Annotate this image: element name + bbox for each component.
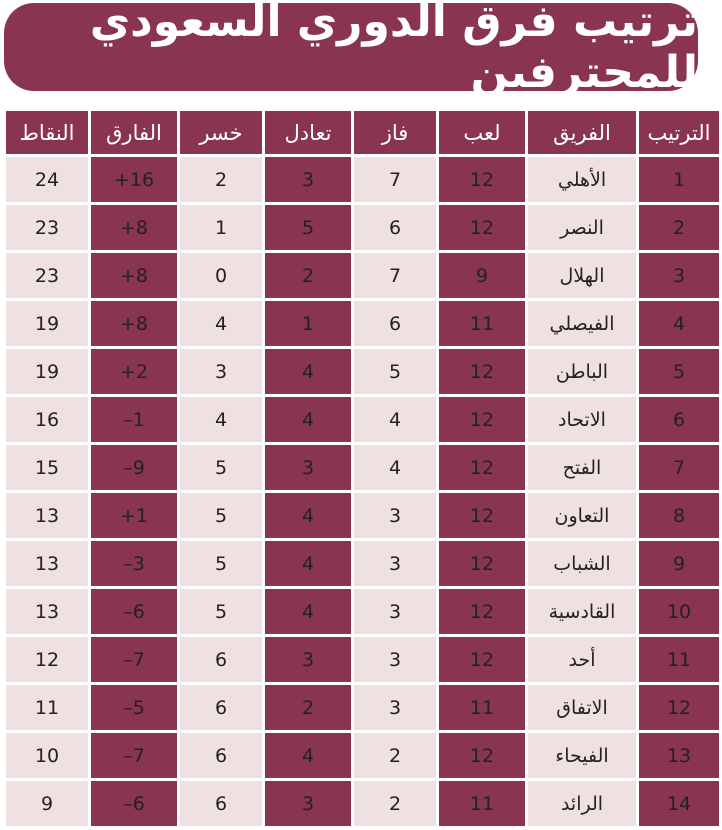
cell-diff: +16 [91, 157, 177, 202]
cell-rank: 4 [639, 301, 719, 346]
cell-draw: 3 [265, 781, 351, 826]
cell-draw: 1 [265, 301, 351, 346]
cell-won: 2 [354, 781, 436, 826]
table-row [6, 397, 719, 442]
header-lost: خسر [180, 111, 262, 154]
table-row [6, 733, 719, 778]
cell-lost: 6 [180, 637, 262, 682]
cell-won: 3 [354, 637, 436, 682]
cell-team: الاتحاد [528, 397, 636, 442]
cell-points: 23 [6, 253, 88, 298]
header-points: النقاط [6, 111, 88, 154]
cell-draw: 4 [265, 397, 351, 442]
table-row [6, 541, 719, 586]
cell-rank: 9 [639, 541, 719, 586]
header-played: لعب [439, 111, 525, 154]
cell-points: 12 [6, 637, 88, 682]
cell-points: 13 [6, 541, 88, 586]
cell-diff: +1 [91, 493, 177, 538]
cell-played: 11 [439, 781, 525, 826]
cell-lost: 3 [180, 349, 262, 394]
table-row [6, 445, 719, 490]
cell-draw: 3 [265, 157, 351, 202]
cell-diff: –3 [91, 541, 177, 586]
header-team: الفريق [528, 111, 636, 154]
cell-rank: 13 [639, 733, 719, 778]
cell-points: 13 [6, 589, 88, 634]
cell-diff: +2 [91, 349, 177, 394]
header-draw: تعادل [265, 111, 351, 154]
cell-won: 7 [354, 253, 436, 298]
cell-diff: –6 [91, 589, 177, 634]
cell-diff: –6 [91, 781, 177, 826]
cell-team: الفيحاء [528, 733, 636, 778]
cell-team: الشباب [528, 541, 636, 586]
header-rank: الترتيب [639, 111, 719, 154]
cell-played: 11 [439, 685, 525, 730]
cell-diff: +8 [91, 301, 177, 346]
cell-lost: 4 [180, 301, 262, 346]
header-diff: الفارق [91, 111, 177, 154]
cell-team: الباطن [528, 349, 636, 394]
cell-won: 6 [354, 205, 436, 250]
cell-team: الرائد [528, 781, 636, 826]
cell-rank: 2 [639, 205, 719, 250]
cell-won: 4 [354, 445, 436, 490]
cell-team: الفتح [528, 445, 636, 490]
cell-won: 6 [354, 301, 436, 346]
cell-team: الفيصلي [528, 301, 636, 346]
cell-draw: 4 [265, 733, 351, 778]
cell-played: 12 [439, 205, 525, 250]
cell-won: 4 [354, 397, 436, 442]
cell-played: 12 [439, 157, 525, 202]
cell-rank: 1 [639, 157, 719, 202]
cell-points: 9 [6, 781, 88, 826]
cell-points: 16 [6, 397, 88, 442]
cell-rank: 3 [639, 253, 719, 298]
cell-rank: 14 [639, 781, 719, 826]
cell-won: 5 [354, 349, 436, 394]
cell-rank: 8 [639, 493, 719, 538]
cell-lost: 0 [180, 253, 262, 298]
cell-played: 12 [439, 493, 525, 538]
cell-won: 3 [354, 541, 436, 586]
cell-won: 3 [354, 493, 436, 538]
cell-lost: 1 [180, 205, 262, 250]
cell-team: الاتفاق [528, 685, 636, 730]
table-row [6, 685, 719, 730]
cell-points: 24 [6, 157, 88, 202]
cell-played: 12 [439, 589, 525, 634]
cell-diff: +8 [91, 253, 177, 298]
cell-won: 7 [354, 157, 436, 202]
cell-team: القادسية [528, 589, 636, 634]
cell-draw: 4 [265, 589, 351, 634]
table-row [6, 493, 719, 538]
cell-played: 9 [439, 253, 525, 298]
cell-lost: 6 [180, 781, 262, 826]
cell-diff: –7 [91, 637, 177, 682]
cell-lost: 5 [180, 541, 262, 586]
cell-draw: 3 [265, 445, 351, 490]
standings-table [3, 108, 722, 829]
cell-points: 19 [6, 301, 88, 346]
cell-diff: –1 [91, 397, 177, 442]
cell-rank: 10 [639, 589, 719, 634]
cell-rank: 11 [639, 637, 719, 682]
table-row [6, 589, 719, 634]
cell-played: 12 [439, 637, 525, 682]
cell-lost: 5 [180, 445, 262, 490]
table-row [6, 781, 719, 826]
cell-played: 12 [439, 733, 525, 778]
cell-diff: –9 [91, 445, 177, 490]
cell-played: 12 [439, 349, 525, 394]
cell-draw: 2 [265, 685, 351, 730]
table-row [6, 157, 719, 202]
cell-rank: 5 [639, 349, 719, 394]
cell-won: 3 [354, 685, 436, 730]
cell-draw: 4 [265, 541, 351, 586]
cell-won: 2 [354, 733, 436, 778]
cell-team: الأهلي [528, 157, 636, 202]
cell-points: 23 [6, 205, 88, 250]
cell-team: أحد [528, 637, 636, 682]
cell-team: التعاون [528, 493, 636, 538]
cell-lost: 5 [180, 589, 262, 634]
table-row [6, 637, 719, 682]
page-title: ترتيب فرق الدوري السعودي للمحترفين [4, 3, 698, 91]
cell-played: 12 [439, 445, 525, 490]
cell-diff: –7 [91, 733, 177, 778]
cell-played: 11 [439, 301, 525, 346]
cell-diff: +8 [91, 205, 177, 250]
table-row [6, 205, 719, 250]
cell-lost: 6 [180, 733, 262, 778]
cell-played: 12 [439, 541, 525, 586]
cell-draw: 5 [265, 205, 351, 250]
cell-team: الهلال [528, 253, 636, 298]
cell-points: 11 [6, 685, 88, 730]
cell-lost: 2 [180, 157, 262, 202]
cell-rank: 12 [639, 685, 719, 730]
table-row [6, 253, 719, 298]
cell-points: 13 [6, 493, 88, 538]
cell-points: 10 [6, 733, 88, 778]
cell-lost: 5 [180, 493, 262, 538]
cell-points: 15 [6, 445, 88, 490]
cell-lost: 6 [180, 685, 262, 730]
cell-played: 12 [439, 397, 525, 442]
table-row [6, 301, 719, 346]
standings-body [6, 157, 719, 826]
table-header-row [6, 111, 719, 154]
cell-rank: 7 [639, 445, 719, 490]
cell-diff: –5 [91, 685, 177, 730]
header-won: فاز [354, 111, 436, 154]
cell-draw: 2 [265, 253, 351, 298]
cell-team: النصر [528, 205, 636, 250]
cell-lost: 4 [180, 397, 262, 442]
table-row [6, 349, 719, 394]
cell-draw: 4 [265, 349, 351, 394]
cell-draw: 4 [265, 493, 351, 538]
cell-rank: 6 [639, 397, 719, 442]
cell-points: 19 [6, 349, 88, 394]
cell-won: 3 [354, 589, 436, 634]
cell-draw: 3 [265, 637, 351, 682]
